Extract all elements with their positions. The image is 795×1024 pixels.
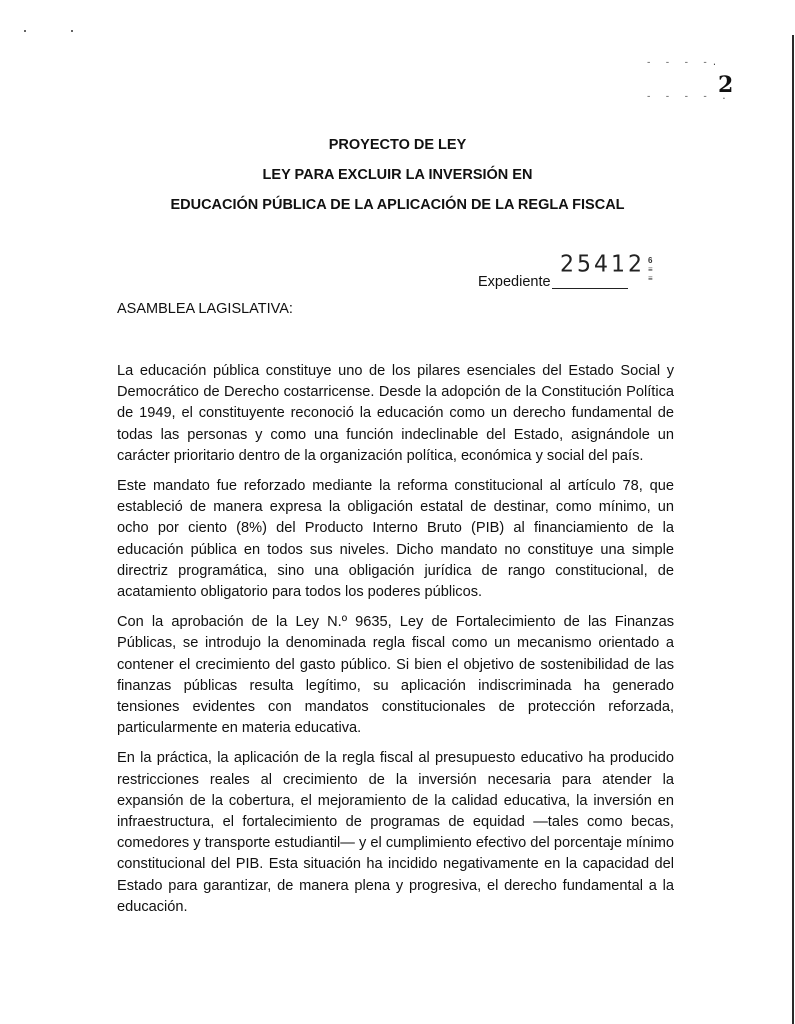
title-line-1: PROYECTO DE LEY xyxy=(328,137,467,153)
title-line-3: EDUCACIÓN PÚBLICA DE LA APLICACIÓN DE LA REGLA FISCAL xyxy=(170,197,625,213)
page-number: 2 xyxy=(718,72,734,98)
addressee: ASAMBLEA LAGISLATIVA: xyxy=(117,301,293,317)
paragraph: Con la aprobación de la Ley N.º 9635, Ley de Fortalecimiento de las Finanzas Públicas, se introdujo la denominada regla fiscal como un mecanismo orientado a contener el crecimiento del gasto público. Si bien el objetivo de sostenibilidad de las finanzas públicas resulta legítimo, su aplicación indiscriminada ha generado tensiones evidentes con mandatos constitucionales de protección reforzada, particularmente en materia educativa. xyxy=(117,614,674,737)
page-marks-top: - - - -. xyxy=(646,58,722,68)
expediente-number-handwritten: 25412 xyxy=(560,251,645,278)
paragraph: La educación pública constituye uno de los pilares esenciales del Estado Social y Democrático de Derecho costarricense. Desde la adopción de la Constitución Política de 1949, el constituyente reconoció la educación como un derecho fundamental de todas las personas y como una función indeclinable del Estado, asignándole un carácter prioritario dentro de la organización política, económica y social del país. xyxy=(117,363,674,464)
document-title xyxy=(0,130,795,220)
expediente-underline xyxy=(552,288,628,289)
title-line-2: LEY PARA EXCLUIR LA INVERSIÓN EN xyxy=(262,167,533,183)
paragraph: En la práctica, la aplicación de la regla fiscal al presupuesto educativo ha producido restricciones reales al crecimiento de la inversión necesaria para atender la expansión de la cobertura, el mejoramiento de la calidad educativa, la inversión en infraestructura, el fortalecimiento de programas de equidad —tales como becas, comedores y transporte estudiantil— y el cumplimiento efectivo del porcentaje mínimo constitucional del PIB. Esta situación ha incidido negativamente en la capacidad del Estado para garantizar, de manera plena y progresiva, el derecho fundamental a la educación. xyxy=(117,750,674,915)
page-marks-bottom: - - - - . xyxy=(646,92,731,102)
expediente-stamp-mark: 6 ≡ ≡ xyxy=(648,256,653,283)
paragraph: Este mandato fue reforzado mediante la reforma constitucional al artículo 78, que estableció de manera expresa la obligación estatal de destinar, como mínimo, un ocho por ciento (8%) del Producto Interno Bruto (PIB) al financiamiento de la educación pública en todos sus niveles. Dicho mandato no constituye una simple directriz programática, sino una obligación jurídica de rango constitucional, de acatamiento obligatorio para todos los poderes públicos. xyxy=(117,478,674,601)
document-body xyxy=(117,361,674,927)
page-number-block xyxy=(646,58,746,108)
scan-speck xyxy=(24,30,26,32)
expediente-label: Expediente xyxy=(478,274,551,290)
scan-speck xyxy=(71,30,73,32)
